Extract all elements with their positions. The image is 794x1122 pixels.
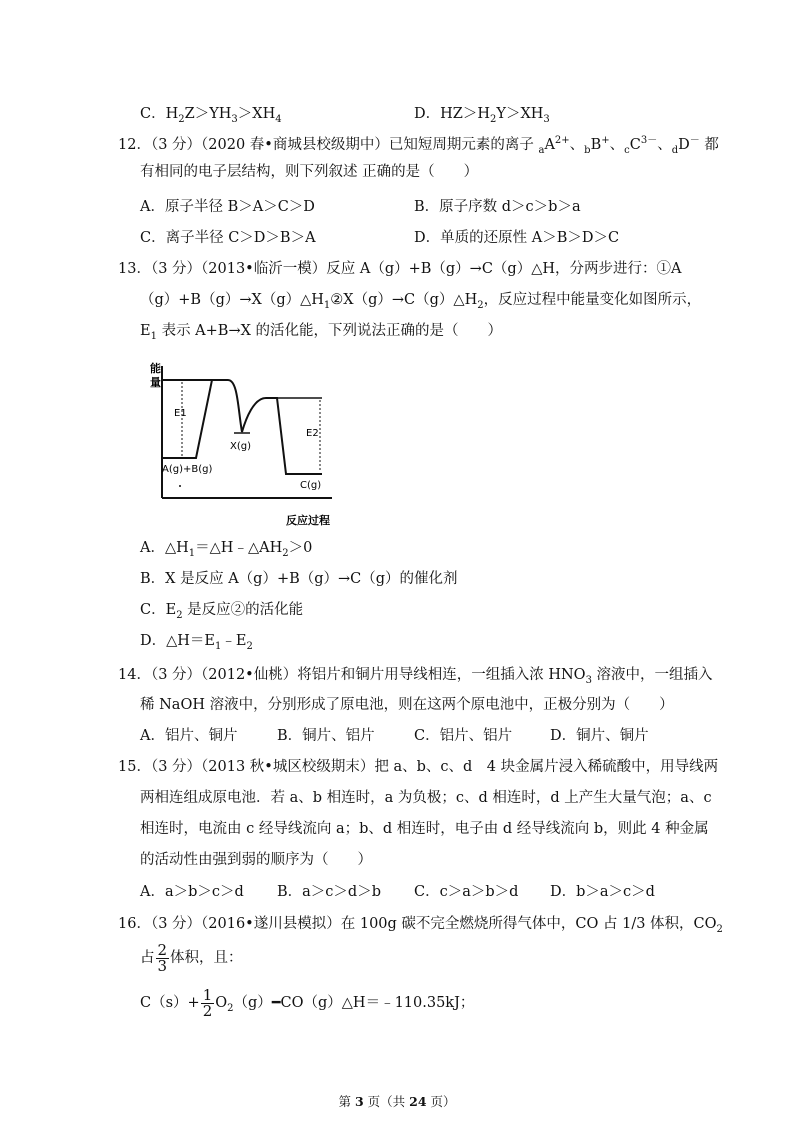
y-axis-label-1: 能 <box>150 362 161 375</box>
energy-diagram <box>150 358 350 530</box>
q14-stem-line1: 14．（3 分）（2012•仙桃）将铝片和铜片用导线相连，一组插入浓 $HNO_3$ 溶液中，一组插入 <box>118 667 713 686</box>
q14-stem-line2: 稀 NaOH 溶液中，分别形成了原电池，则在这两个原电池中，正极分别为（ ） <box>140 697 674 713</box>
q12-option-a: A．原子半径 B＞A＞C＞D <box>140 199 315 215</box>
q15-stem-line4: 的活动性由强到弱的顺序为（ ） <box>140 852 372 868</box>
q12-option-b: B．原子序数 d＞c＞b＞a <box>414 199 581 215</box>
label-x: X(g) <box>230 441 252 452</box>
q16-stem-line1: 16．（3 分）（2016•遂川县模拟）在 100g 碳不完全燃烧所得气体中，CO 占 1/3 体积，$CO_2$ <box>118 916 723 935</box>
stray-dot <box>179 485 181 487</box>
q12-option-d: D．单质的还原性 A＞B＞D＞C <box>414 230 620 246</box>
page-footer: 第 3 页（共 24 页） <box>338 1094 456 1109</box>
q14-option-b: B．铜片、铝片 <box>277 728 375 744</box>
q11-option-c: C．$H_2Z>YH_3>XH_4$ <box>140 106 282 125</box>
q14-option-a: A．铝片、铜片 <box>140 728 238 744</box>
q13-stem-line1: 13．（3 分）（2013•临沂一模）反应 A（g）+B（g）→C（g）△H，分两步进行：①A <box>118 261 682 277</box>
q13-option-d: D．$\triangle H=E_1﹣E_2$ <box>140 633 253 652</box>
label-e1: E1 <box>174 408 187 419</box>
fraction-one-half: $\frac{1}{2}$ <box>202 985 213 1020</box>
q16-stem-line2: 占 $\frac{2}{3}$ 体积，且： <box>140 940 243 975</box>
q15-option-d: D．b＞a＞c＞d <box>550 884 655 900</box>
q15-option-a: A．a＞b＞c＞d <box>140 884 244 900</box>
q12-option-c: C．离子半径 C＞D＞B＞A <box>140 230 316 246</box>
q13-option-c: C．$E_2$ 是反应②的活化能 <box>140 602 304 621</box>
q13-option-b: B．X 是反应 A（g）+B（g）→C（g）的催化剂 <box>140 571 458 587</box>
x-axis-label: 反应过程 <box>286 514 330 527</box>
q15-stem-line3: 相连时，电流由 c 经导线流向 a；b、d 相连时，电子由 d 经导线流向 b，则此 4 种金属 <box>140 821 709 837</box>
q13-option-a: A．$\triangle H_1=\triangle H﹣\triangle AH_2>0$ <box>140 540 313 559</box>
fraction-two-thirds: $\frac{2}{3}$ <box>157 940 168 975</box>
label-c: C(g) <box>300 480 322 491</box>
y-axis-label-2: 量 <box>150 376 161 389</box>
q15-option-c: C．c＞a＞b＞d <box>414 884 519 900</box>
q16-equation: C（s）+ $\frac{1}{2}$ $O_2(g)━CO(g)\triangle H=﹣110.35kJ$； <box>140 985 475 1020</box>
q15-option-b: B．a＞c＞d＞b <box>277 884 381 900</box>
label-e2: E2 <box>306 428 319 439</box>
q14-option-c: C．铝片、铝片 <box>414 728 513 744</box>
q12-stem-line2: 有相同的电子层结构，则下列叙述 正确的是（ ） <box>140 164 479 180</box>
q14-option-d: D．铜片、铜片 <box>550 728 649 744</box>
q15-stem-line1: 15．（3 分）（2013 秋•城区校级期末）把 a、b、c、d 4 块金属片浸入稀硫酸中，用导线两 <box>118 759 719 775</box>
q11-option-d: D．$HZ>H_2Y>XH_3$ <box>414 106 550 125</box>
q15-stem-line2: 两相连组成原电池．若 a、b 相连时，a 为负极；c、d 相连时，d 上产生大量气泡；a、c <box>140 790 712 806</box>
energy-curve <box>162 380 322 474</box>
q13-stem-line3: $E_1$ 表示 A+B→X 的活化能，下列说法正确的是（ ） <box>140 323 503 342</box>
label-ab: A(g)+B(g) <box>162 464 213 475</box>
q13-stem-line2: $(g)+B(g)\to X(g)\triangle H_1②X(g)\to C(g)\triangle H_2$，反应过程中能量变化如图所示， <box>140 292 702 311</box>
q12-stem-line1: 12．（3 分）（2020 春•商城县校级期中）已知短周期元素的离子 $_aA^{2+}$、$_b$B+、$_cC^{3-}$、$_d$D－ 都 <box>118 135 719 156</box>
